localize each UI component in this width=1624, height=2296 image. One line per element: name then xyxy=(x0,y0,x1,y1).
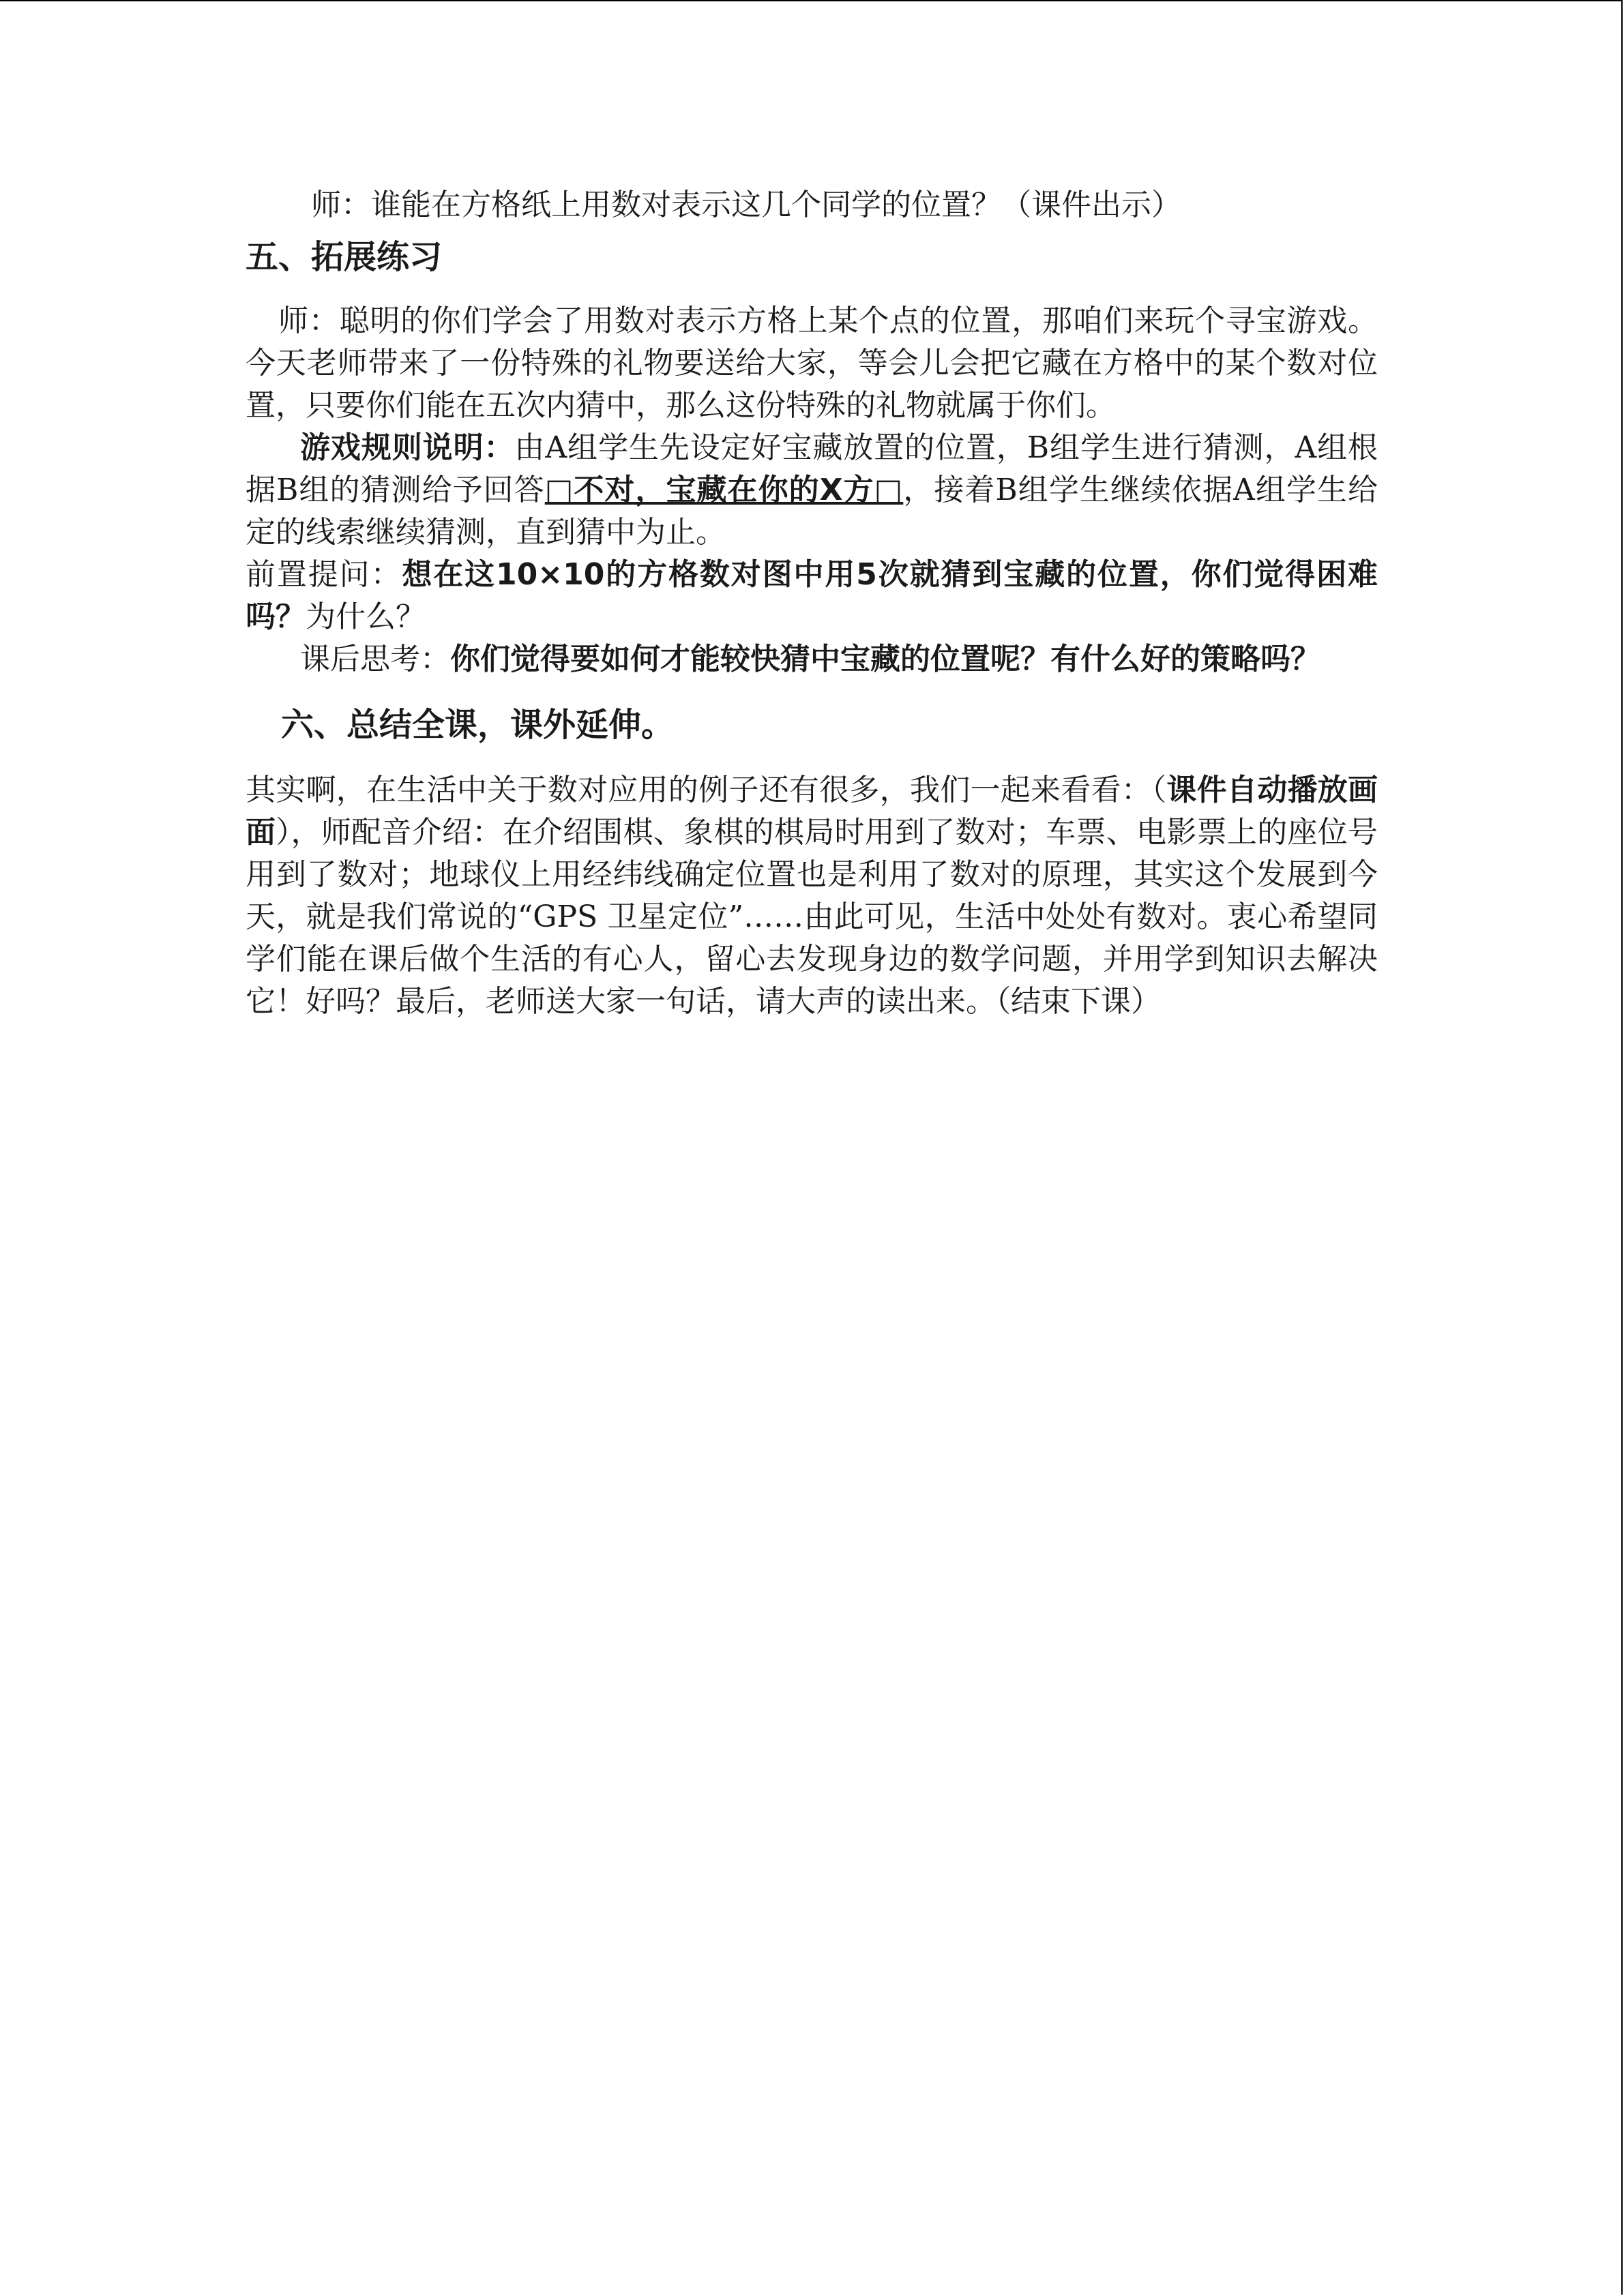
summary-bold-text: 课件自动播放画面 xyxy=(246,773,1378,850)
summary-paragraph xyxy=(246,769,1378,1023)
game-rules-text-2: ，接着B组学生继续依据A组学生给定的线索继续猜测，直到猜中为止。 xyxy=(246,473,1378,550)
game-rules-paragraph xyxy=(246,427,1378,554)
pre-question-paragraph xyxy=(246,554,1378,638)
pre-question-label: 前置提问： xyxy=(246,557,402,592)
treasure-game-intro-paragraph xyxy=(246,300,1378,427)
summary-text-2: ），师配音介绍：在介绍围棋、象棋的棋局时用到了数对；车票、电影票上的座位号用到了数对；地球仪上用经纬线确定位置也是利用了数对的原理，其实这个发展到今天，就是我们常说的“GPS 卫星定位”……由此可见，生活中处处有数对。衷心希望同学们能在课后做个生活的有心人，留心去发现身边的数学问题，并用学到知识去解决它！好吗？最后，老师送大家一句话，请大声的读出来。（结束下课） xyxy=(246,815,1378,1019)
document-body xyxy=(246,184,1378,1023)
after-class-thinking-label: 课后思考： xyxy=(300,642,450,676)
game-rules-label: 游戏规则说明： xyxy=(300,430,515,465)
after-class-thinking-paragraph xyxy=(246,638,1378,681)
summary-text-1: 其实啊，在生活中关于数对应用的例子还有很多，我们一起来看看：（ xyxy=(246,773,1167,807)
section-six-heading: 六、总结全课，课外延伸。 xyxy=(281,706,675,744)
section-five-heading: 五、拓展练习 xyxy=(246,238,443,276)
teacher-question-paragraph xyxy=(246,184,1378,226)
game-rules-text-1: 由A组学生先设定好宝藏放置的位置，B组学生进行猜测，A组根据B组的猜测给予回答 xyxy=(246,430,1378,507)
teacher-question-text: 师：谁能在方格纸上用数对表示这几个同学的位置？（课件出示） xyxy=(311,188,1181,222)
treasure-game-intro-text: 师：聪明的你们学会了用数对表示方格上某个点的位置，那咱们来玩个寻宝游戏。今天老师带来了一份特殊的礼物要送给大家，等会儿会把它藏在方格中的某个数对位置，只要你们能在五次内猜中，那么这份特殊的礼物就属于你们。 xyxy=(246,303,1378,423)
pre-question-bold-text: 想在这10×10的方格数对图中用5次就猜到宝藏的位置，你们觉得困难吗？ xyxy=(246,557,1378,634)
game-rules-underlined-answer: □不对，宝藏在你的X方□ xyxy=(544,473,904,507)
pre-question-text: 为什么？ xyxy=(306,599,426,634)
after-class-thinking-bold-text: 你们觉得要如何才能较快猜中宝藏的位置呢？有什么好的策略吗？ xyxy=(450,642,1320,676)
